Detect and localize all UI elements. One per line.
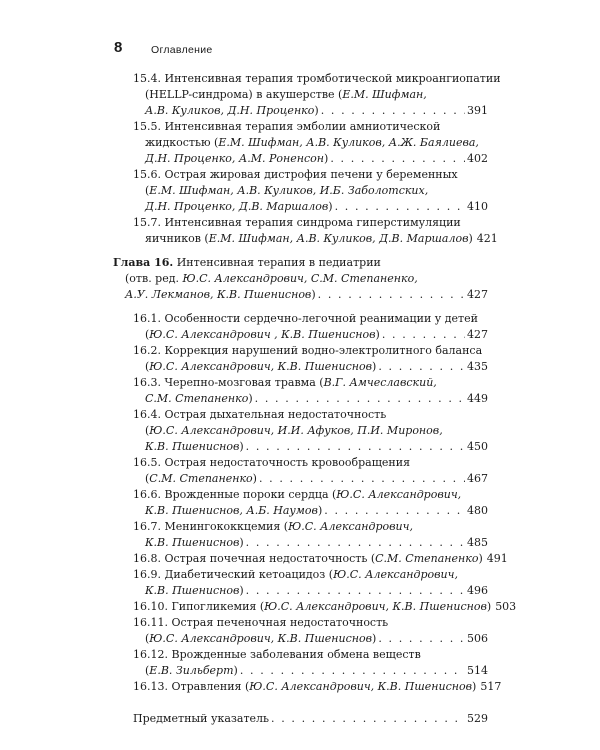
dot-leader (240, 663, 465, 679)
page-ref: 467 (467, 472, 488, 485)
toc-entry-16-2-title[interactable]: 16.2. Коррекция нарушений водно-электролитного баланса (133, 344, 483, 357)
toc-entry-16-3-title[interactable]: 16.3. Черепно-мозговая травма (В.Г. Амчеславский, (133, 376, 437, 389)
toc-entry-16-6-title[interactable]: 16.6. Врожденные пороки сердца (Ю.С. Александрович, (133, 488, 462, 501)
toc-entry-16-1-title[interactable]: 16.1. Особенности сердечно-легочной реанимации у детей (133, 312, 478, 325)
page-ref: 506 (467, 632, 488, 645)
page-ref: 410 (467, 200, 488, 213)
toc-entry-16-4-leader[interactable]: К.В. Пшениснов) . . . 450 (145, 439, 488, 455)
page-ref: 449 (467, 392, 488, 405)
toc-entry-15-5-leader[interactable]: Д.Н. Проценко, А.М. Роненсон) . . . 402 (145, 151, 488, 167)
page-ref: 450 (467, 440, 488, 453)
toc-entry-15-6-leader[interactable]: Д.Н. Проценко, Д.В. Маршалов) . . . 410 (145, 199, 488, 215)
toc-entry-16-1-leader[interactable]: (Ю.С. Александрович , К.В. Пшениснов) . . . 427 (145, 327, 488, 343)
toc-entry-15-4-authors: (HELLP-синдрома) в акушерстве (Е.М. Шифман, (145, 88, 427, 101)
toc-entry-16-9-leader[interactable]: К.В. Пшениснов) . . . 496 (145, 583, 488, 599)
page-ref: 514 (467, 664, 488, 677)
toc-entry-16-3-leader[interactable]: С.М. Степаненко) . . . 449 (145, 391, 488, 407)
page-ref: 427 (467, 328, 488, 341)
dot-leader (246, 439, 465, 455)
toc-entry-16-4-title[interactable]: 16.4. Острая дыхательная недостаточность (133, 408, 387, 421)
dot-leader (330, 151, 465, 167)
toc-entry-16-12-leader[interactable]: (Е.В. Зильберт) . . . 514 (145, 663, 488, 679)
toc-entry-16-9-title[interactable]: 16.9. Диабетический кетоацидоз (Ю.С. Александрович, (133, 568, 458, 581)
toc-entry-15-5-title[interactable]: 15.5. Интенсивная терапия эмболии амниотической (133, 120, 441, 133)
dot-leader (335, 199, 465, 215)
dot-leader (382, 327, 465, 343)
toc-entry-16-7-leader[interactable]: К.В. Пшениснов) . . . 485 (145, 535, 488, 551)
page-ref: 485 (467, 536, 488, 549)
toc-entry-16-12-title[interactable]: 16.12. Врожденные заболевания обмена веществ (133, 648, 421, 661)
toc-entry-subject-index[interactable]: Предметный указатель . . . 529 (133, 711, 488, 727)
toc-entry-15-7-title[interactable]: 15.7. Интенсивная терапия синдрома гиперстимуляции (133, 216, 461, 229)
toc-entry-16-4-authors: (Ю.С. Александрович, И.И. Афуков, П.И. Миронов, (145, 424, 443, 437)
dot-leader (259, 471, 465, 487)
page-ref: 391 (467, 104, 488, 117)
toc-entry-16-7-title[interactable]: 16.7. Менингококкцемия (Ю.С. Александрович, (133, 520, 413, 533)
dot-leader (378, 359, 465, 375)
dot-leader (324, 503, 465, 519)
dot-leader (378, 631, 465, 647)
chapter-label: Глава 16. (113, 256, 174, 269)
toc-entry-16-5-leader[interactable]: (С.М. Степаненко) . . . 467 (145, 471, 488, 487)
dot-leader (271, 711, 465, 727)
toc-entry-16-5-title[interactable]: 16.5. Острая недостаточность кровообращения (133, 456, 411, 469)
page-ref: 427 (467, 288, 488, 301)
toc-chapter-16-editors: (отв. ред. Ю.С. Александрович, С.М. Степаненко, (125, 272, 418, 285)
dot-leader (255, 391, 465, 407)
page-ref: 491 (486, 552, 508, 565)
page-number: 8 (114, 39, 123, 56)
toc-entry-16-6-leader[interactable]: К.В. Пшениснов, А.Б. Наумов) . . . 480 (145, 503, 488, 519)
toc-entry-15-6-authors: (Е.М. Шифман, А.В. Куликов, И.Б. Заболотских, (145, 184, 429, 197)
running-title: Оглавление (151, 44, 213, 56)
page-ref: 421 (476, 232, 498, 245)
dot-leader (246, 535, 465, 551)
toc-entry-15-4-title[interactable]: 15.4. Интенсивная терапия тромботической микроангиопатии (133, 72, 501, 85)
toc-entry-16-2-leader[interactable]: (Ю.С. Александрович, К.В. Пшениснов) . . . 435 (145, 359, 488, 375)
toc-entry-15-7-leader[interactable]: яичников (Е.М. Шифман, А.В. Куликов, Д.В. Маршалов) 421 (145, 232, 498, 245)
toc-entry-15-5-authors: жидкостью (Е.М. Шифман, А.В. Куликов, А.Ж. Баялиева, (145, 136, 479, 149)
dot-leader (246, 583, 465, 599)
page-ref: 503 (495, 600, 517, 613)
toc-chapter-16-title[interactable]: Глава 16. Интенсивная терапия в педиатрии (113, 256, 381, 269)
page-ref: 496 (467, 584, 488, 597)
page-ref: 529 (467, 712, 488, 725)
page-ref: 480 (467, 504, 488, 517)
toc-entry-15-4-leader[interactable]: А.В. Куликов, Д.Н. Проценко) . . . 391 (145, 103, 488, 119)
toc-entry-16-10-leader[interactable]: 16.10. Гипогликемия (Ю.С. Александрович, К.В. Пшениснов) 503 (133, 600, 517, 613)
toc-entry-16-11-title[interactable]: 16.11. Острая печеночная недостаточность (133, 616, 389, 629)
toc-entry-16-8-leader[interactable]: 16.8. Острая почечная недостаточность (С.М. Степаненко) 491 (133, 552, 508, 565)
page-ref: 517 (480, 680, 502, 693)
toc-entry-16-11-leader[interactable]: (Ю.С. Александрович, К.В. Пшениснов) . . . 506 (145, 631, 488, 647)
dot-leader (318, 287, 465, 303)
dot-leader (321, 103, 465, 119)
toc-entry-15-6-title[interactable]: 15.6. Острая жировая дистрофия печени у беременных (133, 168, 458, 181)
page-ref: 402 (467, 152, 488, 165)
toc-entry-16-13-leader[interactable]: 16.13. Отравления (Ю.С. Александрович, К.В. Пшениснов) 517 (133, 680, 502, 693)
toc-chapter-16-leader[interactable]: А.У. Лекманов, К.В. Пшениснов) . . . 427 (125, 287, 488, 303)
page-ref: 435 (467, 360, 488, 373)
